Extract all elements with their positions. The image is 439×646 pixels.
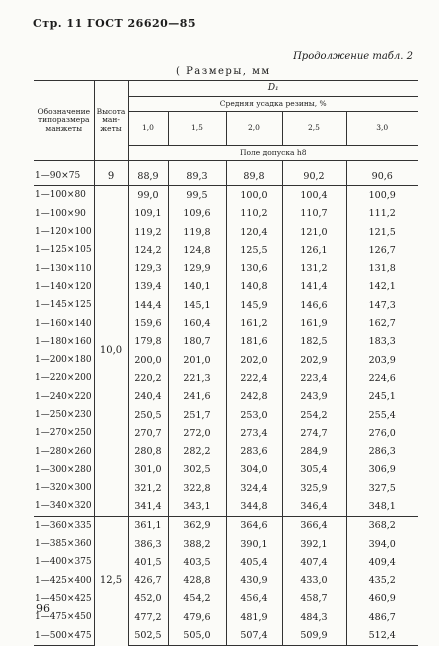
d1-value: 283,6 xyxy=(226,442,282,460)
table-row xyxy=(34,608,418,626)
d1-value: 324,4 xyxy=(226,479,282,497)
table-row xyxy=(34,259,418,277)
d1-value: 272,0 xyxy=(168,424,226,442)
d1-value: 325,9 xyxy=(282,479,346,497)
d1-value: 129,9 xyxy=(168,259,226,277)
d1-value: 202,0 xyxy=(226,351,282,369)
cuff-designation: 1—450×425 xyxy=(35,593,92,604)
d1-value: 302,5 xyxy=(168,461,226,479)
d1-value: 454,2 xyxy=(168,590,226,608)
cuff-designation: 1—145×125 xyxy=(35,300,92,311)
d1-value: 183,3 xyxy=(346,333,418,351)
d1-value: 366,4 xyxy=(282,516,346,535)
d1-value: 90,2 xyxy=(282,167,346,186)
d1-value: 220,2 xyxy=(128,369,168,387)
d1-value: 109,1 xyxy=(128,205,168,223)
shrinkage-header: 1,5 xyxy=(168,112,226,146)
d1-value: 180,7 xyxy=(168,333,226,351)
d1-value: 161,2 xyxy=(226,314,282,332)
d1-value: 509,9 xyxy=(282,626,346,645)
d1-value: 426,7 xyxy=(128,572,168,590)
d1-value: 452,0 xyxy=(128,590,168,608)
d1-value: 301,0 xyxy=(128,461,168,479)
d1-value: 147,3 xyxy=(346,296,418,314)
d1-value: 99,5 xyxy=(168,186,226,205)
d1-value: 505,0 xyxy=(168,626,226,645)
d1-value: 100,4 xyxy=(282,186,346,205)
table-row xyxy=(34,572,418,590)
d1-value: 346,4 xyxy=(282,497,346,516)
d1-value: 409,4 xyxy=(346,553,418,571)
d1-value: 130,6 xyxy=(226,259,282,277)
col-height-header: Высота ман-жеты xyxy=(94,81,128,161)
d1-value: 142,1 xyxy=(346,278,418,296)
d1-value: 460,9 xyxy=(346,590,418,608)
d1-value: 161,9 xyxy=(282,314,346,332)
d1-value: 181,6 xyxy=(226,333,282,351)
cuff-designation: 1—90×75 xyxy=(35,171,81,182)
cuff-designation: 1—250×230 xyxy=(35,410,92,420)
table-row xyxy=(34,626,418,645)
d1-value: 327,5 xyxy=(346,479,418,497)
col-subgroup-header: Средняя усадка резины, % xyxy=(128,97,418,112)
d1-value: 89,3 xyxy=(168,167,226,186)
cuff-designation: 1—100×90 xyxy=(35,208,86,219)
d1-value: 250,5 xyxy=(128,406,168,424)
cuff-designation: 1—475×450 xyxy=(35,612,92,623)
d1-value: 253,0 xyxy=(226,406,282,424)
d1-value: 512,4 xyxy=(346,626,418,645)
d1-value: 305,4 xyxy=(282,461,346,479)
d1-value: 306,9 xyxy=(346,461,418,479)
d1-value: 110,2 xyxy=(226,205,282,223)
d1-value: 507,4 xyxy=(226,626,282,645)
cuff-designation: 1—220×200 xyxy=(35,373,92,384)
page-number: 96 xyxy=(36,602,50,615)
d1-value: 99,0 xyxy=(128,186,168,205)
d1-value: 322,8 xyxy=(168,479,226,497)
continuation-label: Продолжение табл. 2 xyxy=(293,51,413,62)
d1-value: 111,2 xyxy=(346,205,418,223)
page-header: Стр. 11 ГОСТ 26620—85 xyxy=(33,17,197,30)
d1-value: 146,6 xyxy=(282,296,346,314)
table-row xyxy=(34,351,418,369)
table-row xyxy=(34,424,418,442)
d1-value: 321,2 xyxy=(128,479,168,497)
cuff-designation: 1—270×250 xyxy=(35,428,92,439)
d1-value: 286,3 xyxy=(346,442,418,460)
d1-value: 280,8 xyxy=(128,442,168,460)
d1-value: 110,7 xyxy=(282,205,346,223)
d1-value: 433,0 xyxy=(282,572,346,590)
d1-value: 341,4 xyxy=(128,497,168,516)
d1-value: 203,9 xyxy=(346,351,418,369)
table-row xyxy=(34,296,418,314)
d1-value: 401,5 xyxy=(128,553,168,571)
d1-value: 242,8 xyxy=(226,388,282,406)
d1-value: 121,5 xyxy=(346,223,418,241)
d1-value: 362,9 xyxy=(168,516,226,535)
d1-value: 243,9 xyxy=(282,388,346,406)
cuff-designation: 1—125×105 xyxy=(35,245,92,256)
table-row xyxy=(34,479,418,497)
d1-value: 125,5 xyxy=(226,241,282,259)
d1-value: 202,9 xyxy=(282,351,346,369)
d1-value: 221,3 xyxy=(168,369,226,387)
table-row xyxy=(34,497,418,516)
table-row xyxy=(34,186,418,205)
d1-value: 430,9 xyxy=(226,572,282,590)
col-group-header: D₁ xyxy=(128,81,418,97)
d1-value: 139,4 xyxy=(128,278,168,296)
table-row xyxy=(34,369,418,387)
d1-value: 361,1 xyxy=(128,516,168,535)
d1-value: 140,1 xyxy=(168,278,226,296)
d1-value: 89,8 xyxy=(226,167,282,186)
cuff-designation: 1—320×300 xyxy=(35,483,92,494)
d1-value: 394,0 xyxy=(346,535,418,553)
table-row xyxy=(34,461,418,479)
d1-value: 276,0 xyxy=(346,424,418,442)
table-row xyxy=(34,205,418,223)
d1-value: 304,0 xyxy=(226,461,282,479)
d1-value: 343,1 xyxy=(168,497,226,516)
d1-value: 241,6 xyxy=(168,388,226,406)
d1-value: 141,4 xyxy=(282,278,346,296)
dimensions-table xyxy=(34,80,418,646)
cuff-designation: 1—240×220 xyxy=(35,391,92,402)
cuff-designation: 1—500×475 xyxy=(34,626,94,645)
d1-value: 144,4 xyxy=(128,296,168,314)
d1-value: 162,7 xyxy=(346,314,418,332)
d1-value: 386,3 xyxy=(128,535,168,553)
d1-value: 119,8 xyxy=(168,223,226,241)
d1-value: 435,2 xyxy=(346,572,418,590)
table-row xyxy=(34,406,418,424)
d1-value: 129,3 xyxy=(128,259,168,277)
table-body xyxy=(34,161,418,646)
cuff-designation: 1—200×180 xyxy=(35,355,92,366)
d1-value: 88,9 xyxy=(128,167,168,186)
cuff-designation: 1—385×360 xyxy=(35,539,92,550)
shrinkage-header: 3,0 xyxy=(346,112,418,146)
d1-value: 274,7 xyxy=(282,424,346,442)
d1-value: 392,1 xyxy=(282,535,346,553)
d1-value: 403,5 xyxy=(168,553,226,571)
d1-value: 484,3 xyxy=(282,608,346,626)
d1-value: 255,4 xyxy=(346,406,418,424)
table-row xyxy=(34,167,418,186)
d1-value: 131,8 xyxy=(346,259,418,277)
d1-value: 223,4 xyxy=(282,369,346,387)
d1-value: 159,6 xyxy=(128,314,168,332)
table-row xyxy=(34,278,418,296)
table-row xyxy=(34,590,418,608)
cuff-designation: 1—300×280 xyxy=(35,464,92,475)
d1-value: 364,6 xyxy=(226,516,282,535)
d1-value: 273,4 xyxy=(226,424,282,442)
shrinkage-header: 2,0 xyxy=(226,112,282,146)
cuff-designation: 1—140×120 xyxy=(35,281,92,292)
d1-value: 240,4 xyxy=(128,388,168,406)
d1-value: 254,2 xyxy=(282,406,346,424)
d1-value: 100,9 xyxy=(346,186,418,205)
d1-value: 126,1 xyxy=(282,241,346,259)
cuff-designation: 1—425×400 xyxy=(35,575,92,586)
d1-value: 126,7 xyxy=(346,241,418,259)
d1-value: 390,1 xyxy=(226,535,282,553)
table-row xyxy=(34,442,418,460)
d1-value: 109,6 xyxy=(168,205,226,223)
d1-value: 222,4 xyxy=(226,369,282,387)
d1-value: 90,6 xyxy=(346,167,418,186)
shrinkage-header: 2,5 xyxy=(282,112,346,146)
table-row xyxy=(34,333,418,351)
d1-value: 344,8 xyxy=(226,497,282,516)
d1-value: 140,8 xyxy=(226,278,282,296)
d1-value: 179,8 xyxy=(128,333,168,351)
table-row xyxy=(34,388,418,406)
d1-value: 224,6 xyxy=(346,369,418,387)
d1-value: 456,4 xyxy=(226,590,282,608)
cuff-designation: 1—120×100 xyxy=(35,227,92,238)
d1-value: 145,9 xyxy=(226,296,282,314)
cuff-designation: 1—180×160 xyxy=(35,336,92,347)
cuff-designation: 1—100×80 xyxy=(34,186,94,205)
cuff-designation: 1—400×375 xyxy=(35,557,92,568)
cuff-designation: 1—130×110 xyxy=(35,263,92,274)
d1-value: 486,7 xyxy=(346,608,418,626)
d1-value: 201,0 xyxy=(168,351,226,369)
shrinkage-header: 1,0 xyxy=(128,112,168,146)
d1-value: 100,0 xyxy=(226,186,282,205)
cuff-designation: 1—340×320 xyxy=(35,501,92,512)
d1-value: 368,2 xyxy=(346,516,418,535)
d1-value: 131,2 xyxy=(282,259,346,277)
table-row xyxy=(34,314,418,332)
d1-value: 282,2 xyxy=(168,442,226,460)
d1-value: 388,2 xyxy=(168,535,226,553)
cuff-designation: 1—280×260 xyxy=(35,446,92,457)
d1-value: 428,8 xyxy=(168,572,226,590)
d1-value: 458,7 xyxy=(282,590,346,608)
d1-value: 477,2 xyxy=(128,608,168,626)
d1-value: 124,2 xyxy=(128,241,168,259)
cuff-height: 12,5 xyxy=(94,516,128,645)
table-row xyxy=(34,535,418,553)
d1-value: 145,1 xyxy=(168,296,226,314)
d1-value: 124,8 xyxy=(168,241,226,259)
table-row xyxy=(34,553,418,571)
tolerance-header: Поле допуска h8 xyxy=(128,146,418,161)
d1-value: 481,9 xyxy=(226,608,282,626)
d1-value: 245,1 xyxy=(346,388,418,406)
table-row xyxy=(34,223,418,241)
d1-value: 502,5 xyxy=(128,626,168,645)
d1-value: 182,5 xyxy=(282,333,346,351)
d1-value: 348,1 xyxy=(346,497,418,516)
cuff-designation: 1—360×335 xyxy=(34,516,94,535)
d1-value: 479,6 xyxy=(168,608,226,626)
d1-value: 270,7 xyxy=(128,424,168,442)
d1-value: 284,9 xyxy=(282,442,346,460)
d1-value: 251,7 xyxy=(168,406,226,424)
d1-value: 119,2 xyxy=(128,223,168,241)
d1-value: 407,4 xyxy=(282,553,346,571)
d1-value: 160,4 xyxy=(168,314,226,332)
table-caption: ( Размеры, мм xyxy=(176,66,271,77)
cuff-height: 9 xyxy=(94,167,128,186)
cuff-designation: 1—160×140 xyxy=(35,318,92,329)
d1-value: 121,0 xyxy=(282,223,346,241)
col-designation-header: Обозначение типоразмера манжеты xyxy=(34,81,94,161)
d1-value: 120,4 xyxy=(226,223,282,241)
cuff-height: 10,0 xyxy=(94,186,128,516)
table-row xyxy=(34,241,418,259)
d1-value: 405,4 xyxy=(226,553,282,571)
table-row xyxy=(34,516,418,535)
d1-value: 200,0 xyxy=(128,351,168,369)
